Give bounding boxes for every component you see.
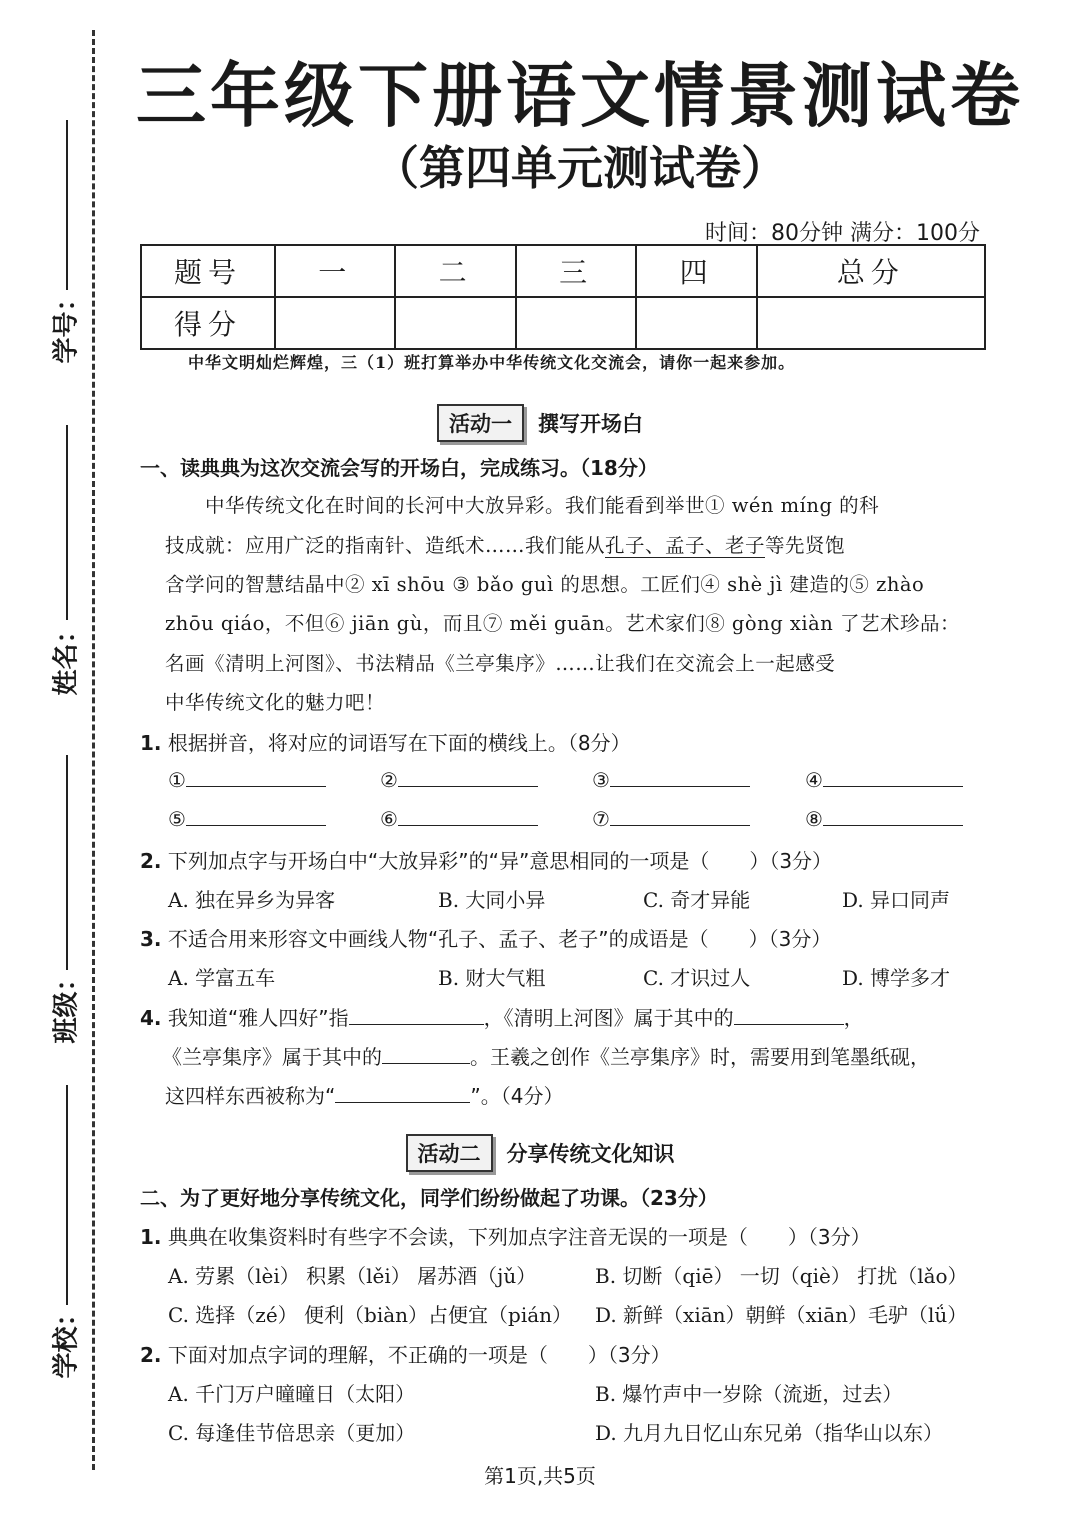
student-name-line[interactable] <box>66 425 68 620</box>
score-header-cell: 一 <box>275 245 395 297</box>
score-header-cell: 总分 <box>757 245 985 297</box>
score-cell[interactable] <box>516 297 636 349</box>
answer-line[interactable] <box>734 1004 844 1025</box>
question-1-2 <box>140 845 832 874</box>
passage-line: zhōu qiáo，不但⑥ jiān gù，而且⑦ měi guān。艺术家们⑧ gòng xiàn 了艺术珍品： <box>165 612 960 635</box>
passage-line <box>165 530 845 558</box>
score-cell[interactable] <box>757 297 985 349</box>
question-text: ”。（4分） <box>470 1084 564 1108</box>
question-text: 我知道“雅人四好”指 <box>167 1006 349 1030</box>
question-text: 《兰亭集序》属于其中的 <box>162 1045 382 1069</box>
score-header-cell: 三 <box>516 245 636 297</box>
answer-line[interactable] <box>382 1043 470 1064</box>
blank-number: ⑧ <box>805 807 823 831</box>
option-a[interactable]: A. 千门万户曈曈日（太阳） <box>168 1382 416 1406</box>
option-d[interactable]: D. 博学多才 <box>842 966 951 990</box>
pinyin-blank[interactable] <box>592 766 750 792</box>
cut-line <box>92 30 95 1470</box>
answer-line[interactable] <box>610 805 750 826</box>
passage-text: 技成就：应用广泛的指南针、造纸术……我们能从 <box>165 534 606 557</box>
activity-one-title: 撰写开场白 <box>538 412 643 436</box>
score-table-score-row <box>141 297 985 349</box>
blank-number: ④ <box>805 768 823 792</box>
option-c[interactable]: C. 奇才异能 <box>643 888 751 912</box>
option-d[interactable]: D. 九月九日忆山东兄弟（指华山以东） <box>595 1421 944 1445</box>
blank-number: ⑥ <box>380 807 398 831</box>
answer-line[interactable] <box>186 805 326 826</box>
score-cell[interactable] <box>395 297 515 349</box>
option-d[interactable]: D. 异口同声 <box>842 888 951 912</box>
question-1-4 <box>140 1002 864 1031</box>
option-d[interactable]: D. 新鲜（xiān）朝鲜（xiān）毛驴（lǘ） <box>595 1303 968 1327</box>
question-number: 1. <box>140 1225 162 1249</box>
question-2-2 <box>140 1339 671 1368</box>
question-number: 2. <box>140 1343 162 1367</box>
question-2-1 <box>140 1221 871 1250</box>
question-text: 。王羲之创作《兰亭集序》时，需要用到笔墨纸砚， <box>470 1045 930 1069</box>
question-number: 1. <box>140 731 162 755</box>
option-b[interactable]: B. 切断（qiē） 一切（qiè） 打扰（lǎo） <box>595 1264 968 1288</box>
pinyin-blank[interactable] <box>380 805 538 831</box>
student-name-label: 姓名： <box>51 617 82 696</box>
score-header-cell: 四 <box>636 245 756 297</box>
answer-line[interactable] <box>186 766 326 787</box>
score-cell[interactable] <box>636 297 756 349</box>
blank-number: ① <box>168 768 186 792</box>
option-a[interactable]: A. 劳累（lèi） 积累（lěi） 屠苏酒（jǔ） <box>168 1264 537 1288</box>
class-field[interactable] <box>22 755 82 1045</box>
question-text: 这四样东西被称为“ <box>165 1084 336 1108</box>
school-line[interactable] <box>66 1085 68 1305</box>
blank-number: ⑦ <box>592 807 610 831</box>
underlined-figures: 孔子、孟子、老子 <box>605 534 766 557</box>
question-text: ， <box>843 1006 864 1030</box>
option-c[interactable]: C. 才识过人 <box>643 966 751 990</box>
option-a[interactable]: A. 学富五车 <box>168 966 276 990</box>
blank-number: ③ <box>592 768 610 792</box>
activity-one-heading <box>0 404 1080 442</box>
passage-line: 中华传统文化在时间的长河中大放异彩。我们能看到举世① wén míng 的科 <box>205 494 880 517</box>
student-number-field[interactable] <box>22 120 82 370</box>
page-title: 三年级下册语文情景测试卷 <box>136 55 1024 137</box>
activity-one-tag: 活动一 <box>437 404 524 442</box>
activity-two-heading <box>0 1134 1080 1172</box>
answer-line[interactable] <box>349 1004 484 1025</box>
section-two-heading: 二、为了更好地分享传统文化，同学们纷纷做起了功课。（23分） <box>140 1186 718 1210</box>
blank-number: ② <box>380 768 398 792</box>
question-text: 下面对加点字词的理解，不正确的一项是（ ）（3分） <box>167 1343 671 1367</box>
blank-number: ⑤ <box>168 807 186 831</box>
question-1-3 <box>140 923 831 952</box>
pinyin-blank[interactable] <box>380 766 538 792</box>
score-table-header-row <box>141 245 985 297</box>
question-number: 2. <box>140 849 162 873</box>
option-b[interactable]: B. 大同小异 <box>438 888 546 912</box>
class-label: 班级： <box>51 965 82 1044</box>
intro-text: 中华文明灿烂辉煌，三（1）班打算举办中华传统文化交流会，请你一起来参加。 <box>188 353 796 372</box>
answer-line[interactable] <box>823 805 963 826</box>
option-b[interactable]: B. 财大气粗 <box>438 966 546 990</box>
score-row-label: 得分 <box>141 297 275 349</box>
activity-two-tag: 活动二 <box>406 1134 493 1172</box>
score-header-cell: 题号 <box>141 245 275 297</box>
passage-text: 等先贤饱 <box>765 534 846 557</box>
pinyin-blank[interactable] <box>805 766 963 792</box>
question-1-4-line3 <box>165 1080 563 1109</box>
answer-line[interactable] <box>610 766 750 787</box>
score-header-cell: 二 <box>395 245 515 297</box>
question-number: 4. <box>140 1006 162 1030</box>
pinyin-blank[interactable] <box>592 805 750 831</box>
question-text: 根据拼音，将对应的词语写在下面的横线上。（8分） <box>167 731 631 755</box>
class-line[interactable] <box>66 755 68 970</box>
page-subtitle: （第四单元测试卷） <box>373 141 787 195</box>
option-c[interactable]: C. 每逢佳节倍思亲（更加） <box>168 1421 416 1445</box>
option-c[interactable]: C. 选择（zé） 便利（biàn）占便宜（pián） <box>168 1303 573 1327</box>
binding-margin <box>0 0 130 1513</box>
answer-line[interactable] <box>823 766 963 787</box>
school-field[interactable] <box>22 1085 82 1379</box>
answer-line[interactable] <box>398 766 538 787</box>
question-text: ，《清明上河图》属于其中的 <box>483 1006 734 1030</box>
passage-line: 名画《清明上河图》、书法精品《兰亭集序》……让我们在交流会上一起感受 <box>165 652 836 675</box>
option-a[interactable]: A. 独在异乡为异客 <box>168 888 336 912</box>
school-label: 学校： <box>51 1300 82 1379</box>
score-table <box>140 244 986 350</box>
activity-two-title: 分享传统文化知识 <box>506 1142 675 1166</box>
question-text: 典典在收集资料时有些字不会读，下列加点字注音无误的一项是（ ）（3分） <box>167 1225 871 1249</box>
page-footer: 第1页,共5页 <box>484 1464 596 1488</box>
option-b[interactable]: B. 爆竹声中一岁除（流逝，过去） <box>595 1382 903 1406</box>
question-1-1 <box>140 727 631 756</box>
student-number-line[interactable] <box>66 120 68 290</box>
question-number: 3. <box>140 927 162 951</box>
question-text: 不适合用来形容文中画线人物“孔子、孟子、老子”的成语是（ ）（3分） <box>167 927 832 951</box>
student-name-field[interactable] <box>22 425 82 695</box>
answer-line[interactable] <box>335 1082 470 1103</box>
pinyin-blank[interactable] <box>805 805 963 831</box>
answer-line[interactable] <box>398 805 538 826</box>
pinyin-blank[interactable] <box>168 766 326 792</box>
section-one-heading: 一、读典典为这次交流会写的开场白，完成练习。（18分） <box>140 456 658 480</box>
exam-meta: 时间：80分钟 满分：100分 <box>705 221 980 246</box>
passage-line: 中华传统文化的魅力吧！ <box>165 691 386 714</box>
question-1-4-line2 <box>162 1041 930 1070</box>
score-cell[interactable] <box>275 297 395 349</box>
pinyin-blank[interactable] <box>168 805 326 831</box>
passage-line: 含学问的智慧结晶中② xī shōu ③ bǎo guì 的思想。工匠们④ shè jì 建造的⑤ zhào <box>165 573 925 596</box>
student-number-label: 学号： <box>51 285 82 364</box>
question-text: 下列加点字与开场白中“大放异彩”的“异”意思相同的一项是（ ）（3分） <box>167 849 833 873</box>
